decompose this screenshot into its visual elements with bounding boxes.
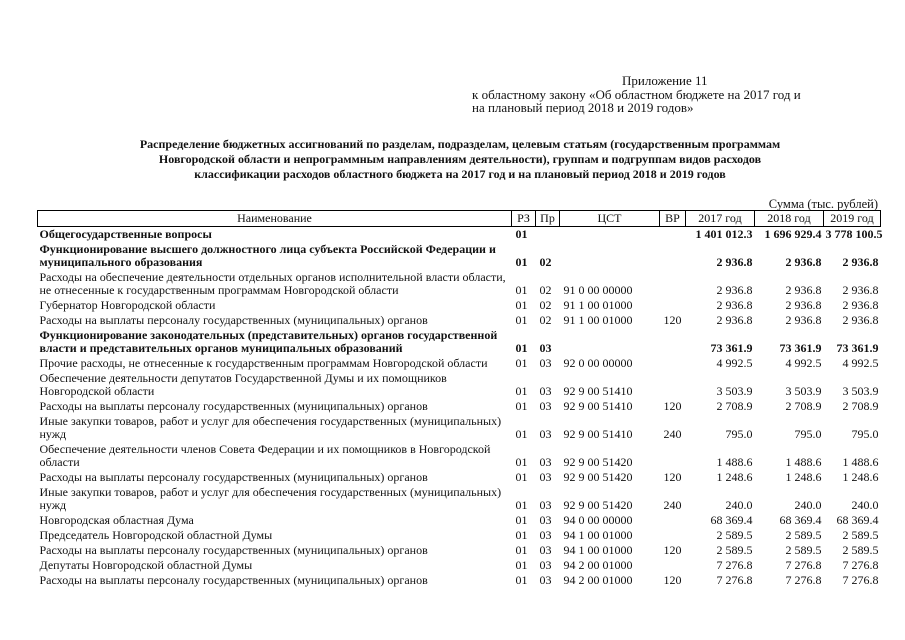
cell-2019: 2 936.8 bbox=[842, 283, 879, 297]
cell-2018: 7 276.8 bbox=[785, 573, 822, 587]
cell-vr: 120 bbox=[663, 573, 682, 587]
cell-name: Иные закупки товаров, работ и услуг для обеспечения государственных (муниципальных) нужд bbox=[39, 414, 502, 441]
cell-name: Расходы на выплаты персоналу государственных (муниципальных) органов bbox=[39, 313, 428, 327]
cell-2018: 4 992.5 bbox=[785, 356, 822, 370]
table-row bbox=[38, 313, 881, 328]
document-title-line-1: Распределение бюджетных ассигнований по разделам, подразделам, целевым статьям (государственным программам bbox=[139, 137, 781, 151]
cell-2017: 1 488.6 bbox=[716, 455, 753, 469]
appendix-line-1: к областному закону «Об областном бюджете на 2017 год и bbox=[472, 87, 801, 102]
cell-2017: 2 936.8 bbox=[716, 283, 753, 297]
cell-2019: 2 589.5 bbox=[842, 528, 879, 542]
cell-2017: 1 401 012.3 bbox=[686, 227, 755, 243]
cell-2018: 1 696 929.4 bbox=[755, 227, 824, 243]
cell-vr bbox=[660, 356, 686, 371]
cell-rz: 01 bbox=[515, 528, 528, 542]
cell-name: Иные закупки товаров, работ и услуг для обеспечения государственных (муниципальных) нужд bbox=[39, 485, 502, 512]
cell-2018: 795.0 bbox=[794, 427, 822, 441]
cell-vr bbox=[660, 227, 686, 243]
cell-cst: 94 0 00 00000 bbox=[563, 513, 633, 527]
cell-pr: 03 bbox=[539, 356, 552, 370]
cell-pr: 03 bbox=[539, 498, 552, 512]
cell-rz: 01 bbox=[515, 513, 528, 527]
appendix-line-2: на плановый период 2018 и 2019 годов» bbox=[472, 100, 694, 115]
cell-2018: 1 248.6 bbox=[785, 470, 822, 484]
cell-name: Общегосударственные вопросы bbox=[38, 227, 512, 243]
table-row bbox=[38, 371, 881, 399]
cell-name: Прочие расходы, не отнесенные к государственным программам Новгородской области bbox=[39, 356, 488, 370]
cell-vr bbox=[660, 328, 686, 356]
cell-name: Расходы на выплаты персоналу государственных (муниципальных) органов bbox=[39, 470, 428, 484]
cell-name: Губернатор Новгородской области bbox=[39, 298, 216, 312]
cell-vr bbox=[660, 442, 686, 470]
table-row bbox=[38, 543, 881, 558]
cell-2017: 68 369.4 bbox=[710, 513, 753, 527]
header-2019: 2019 год bbox=[824, 211, 881, 227]
cell-cst: 92 9 00 51420 bbox=[563, 455, 633, 469]
table-row bbox=[38, 298, 881, 313]
cell-2018: 2 589.5 bbox=[785, 543, 822, 557]
cell-name: Расходы на выплаты персоналу государственных (муниципальных) органов bbox=[39, 543, 428, 557]
header-2017: 2017 год bbox=[686, 211, 755, 227]
cell-pr: 02 bbox=[539, 298, 552, 312]
cell-2017: 795.0 bbox=[725, 427, 753, 441]
cell-2019: 2 708.9 bbox=[842, 399, 879, 413]
table-header-row bbox=[38, 211, 881, 227]
cell-2019: 68 369.4 bbox=[836, 513, 879, 527]
cell-2017: 3 503.9 bbox=[716, 384, 753, 398]
header-2018: 2018 год bbox=[755, 211, 824, 227]
cell-vr bbox=[660, 298, 686, 313]
cell-rz: 01 bbox=[515, 498, 528, 512]
cell-name: Председатель Новгородской областной Думы bbox=[39, 528, 273, 542]
table-body bbox=[38, 227, 881, 589]
cell-pr: 03 bbox=[539, 470, 552, 484]
cell-vr: 240 bbox=[663, 498, 682, 512]
cell-2017: 2 589.5 bbox=[716, 528, 753, 542]
header-vr: ВР bbox=[660, 211, 686, 227]
cell-2019: 795.0 bbox=[851, 427, 879, 441]
cell-cst: 94 2 00 01000 bbox=[563, 573, 633, 587]
cell-name: Расходы на выплаты персоналу государственных (муниципальных) органов bbox=[39, 573, 428, 587]
cell-vr: 120 bbox=[663, 543, 682, 557]
table-row bbox=[38, 414, 881, 442]
cell-2018: 7 276.8 bbox=[785, 558, 822, 572]
table-row bbox=[38, 399, 881, 414]
cell-pr: 02 bbox=[539, 255, 552, 269]
table-row bbox=[38, 485, 881, 513]
cell-2017: 7 276.8 bbox=[716, 573, 753, 587]
cell-2017: 1 248.6 bbox=[716, 470, 753, 484]
cell-cst: 92 9 00 51410 bbox=[563, 427, 633, 441]
cell-vr: 120 bbox=[663, 399, 682, 413]
cell-pr: 03 bbox=[539, 528, 552, 542]
cell-pr: 03 bbox=[539, 341, 552, 355]
cell-2019: 3 778 100.5 bbox=[825, 227, 883, 241]
cell-2018: 240.0 bbox=[794, 498, 822, 512]
cell-2017: 240.0 bbox=[725, 498, 753, 512]
cell-vr bbox=[660, 242, 686, 270]
budget-table bbox=[37, 210, 881, 588]
header-cst: ЦСТ bbox=[560, 211, 660, 227]
cell-2019: 2 936.8 bbox=[842, 298, 879, 312]
cell-cst: 92 9 00 51410 bbox=[563, 384, 633, 398]
cell-name: Функционирование высшего должностного лица субъекта Российской Федерации и муниципального образования bbox=[39, 242, 496, 269]
cell-pr bbox=[536, 227, 560, 243]
cell-cst: 92 0 00 00000 bbox=[563, 356, 633, 370]
cell-2017: 2 936.8 bbox=[716, 298, 753, 312]
table-row bbox=[38, 328, 881, 356]
cell-2018: 3 503.9 bbox=[785, 384, 822, 398]
table-row bbox=[38, 270, 881, 298]
cell-rz: 01 bbox=[515, 255, 528, 269]
cell-rz: 01 bbox=[515, 455, 528, 469]
cell-2018: 2 936.8 bbox=[785, 298, 822, 312]
cell-2018: 1 488.6 bbox=[785, 455, 822, 469]
header-name: Наименование bbox=[38, 211, 512, 227]
cell-pr: 03 bbox=[539, 384, 552, 398]
cell-vr bbox=[660, 371, 686, 399]
cell-2019: 3 503.9 bbox=[842, 384, 879, 398]
cell-cst: 92 9 00 51410 bbox=[563, 399, 633, 413]
cell-rz: 01 bbox=[515, 384, 528, 398]
cell-rz: 01 bbox=[515, 298, 528, 312]
cell-2017: 7 276.8 bbox=[716, 558, 753, 572]
cell-2017: 2 708.9 bbox=[716, 399, 753, 413]
cell-2017: 2 936.8 bbox=[716, 313, 753, 327]
cell-name: Депутаты Новгородской областной Думы bbox=[39, 558, 253, 572]
cell-rz: 01 bbox=[515, 283, 528, 297]
table-row bbox=[38, 528, 881, 543]
cell-name: Расходы на выплаты персоналу государственных (муниципальных) органов bbox=[39, 399, 428, 413]
header-pr: Пр bbox=[536, 211, 560, 227]
cell-pr: 03 bbox=[539, 399, 552, 413]
document-title-line-2: Новгородской области и непрограммным направлениям деятельности), группам и подгруппам видов расходов bbox=[158, 152, 762, 166]
cell-rz: 01 bbox=[515, 427, 528, 441]
cell-2017: 2 589.5 bbox=[716, 543, 753, 557]
cell-rz: 01 bbox=[515, 470, 528, 484]
table-row bbox=[38, 227, 881, 243]
cell-vr bbox=[660, 558, 686, 573]
cell-2017: 2 936.8 bbox=[716, 255, 753, 269]
cell-rz: 01 bbox=[515, 558, 528, 572]
cell-rz: 01 bbox=[512, 227, 536, 243]
document-title bbox=[40, 137, 880, 182]
cell-cst: 92 9 00 51420 bbox=[563, 470, 633, 484]
cell-2019: 7 276.8 bbox=[842, 558, 879, 572]
cell-cst bbox=[560, 242, 660, 270]
cell-pr: 03 bbox=[539, 543, 552, 557]
unit-note: Сумма (тыс. рублей) bbox=[768, 197, 878, 211]
cell-pr: 03 bbox=[539, 455, 552, 469]
cell-2018: 2 708.9 bbox=[785, 399, 822, 413]
cell-rz: 01 bbox=[515, 341, 528, 355]
cell-2018: 2 936.8 bbox=[785, 255, 822, 269]
cell-cst: 92 9 00 51420 bbox=[563, 498, 633, 512]
cell-2017: 4 992.5 bbox=[716, 356, 753, 370]
cell-2019: 73 361.9 bbox=[836, 341, 879, 355]
cell-vr bbox=[660, 270, 686, 298]
cell-vr bbox=[660, 513, 686, 528]
table-row bbox=[38, 356, 881, 371]
cell-cst bbox=[560, 328, 660, 356]
cell-pr: 03 bbox=[539, 513, 552, 527]
cell-2019: 7 276.8 bbox=[842, 573, 879, 587]
table-row bbox=[38, 442, 881, 470]
table-row bbox=[38, 513, 881, 528]
cell-2018: 2 936.8 bbox=[785, 313, 822, 327]
cell-2018: 68 369.4 bbox=[779, 513, 822, 527]
cell-2018: 73 361.9 bbox=[779, 341, 822, 355]
document-title-line-3: классификации расходов областного бюджета на 2017 год и на плановый период 2018 и 2019 годов bbox=[194, 167, 726, 181]
cell-pr: 02 bbox=[539, 313, 552, 327]
cell-cst bbox=[560, 227, 660, 243]
cell-cst: 94 1 00 01000 bbox=[563, 543, 633, 557]
cell-rz: 01 bbox=[515, 313, 528, 327]
cell-vr: 240 bbox=[663, 427, 682, 441]
cell-name: Новгородская областная Дума bbox=[39, 513, 194, 527]
cell-name: Расходы на обеспечение деятельности отдельных органов исполнительной власти области, не отнесенные к государственным программам Новгородской области bbox=[39, 270, 506, 297]
table-row bbox=[38, 470, 881, 485]
cell-cst: 91 1 00 01000 bbox=[563, 298, 633, 312]
header-rz: РЗ bbox=[512, 211, 536, 227]
cell-2019: 4 992.5 bbox=[842, 356, 879, 370]
cell-2018: 2 589.5 bbox=[785, 528, 822, 542]
cell-2019: 2 589.5 bbox=[842, 543, 879, 557]
cell-rz: 01 bbox=[515, 356, 528, 370]
appendix-title: Приложение 11 bbox=[622, 73, 708, 88]
cell-name: Функционирование законодательных (представительных) органов государственной власти и представительных органов муниципальных образований bbox=[39, 328, 498, 355]
cell-2019: 1 488.6 bbox=[842, 455, 879, 469]
cell-2018: 2 936.8 bbox=[785, 283, 822, 297]
cell-rz: 01 bbox=[515, 543, 528, 557]
cell-cst: 94 1 00 01000 bbox=[563, 528, 633, 542]
cell-name: Обеспечение деятельности членов Совета Федерации и их помощников в Новгородской области bbox=[39, 442, 491, 469]
table-row bbox=[38, 558, 881, 573]
cell-cst: 91 1 00 01000 bbox=[563, 313, 633, 327]
cell-vr: 120 bbox=[663, 313, 682, 327]
cell-pr: 03 bbox=[539, 573, 552, 587]
cell-pr: 03 bbox=[539, 558, 552, 572]
cell-rz: 01 bbox=[515, 573, 528, 587]
cell-pr: 02 bbox=[539, 283, 552, 297]
cell-rz: 01 bbox=[515, 399, 528, 413]
table-row bbox=[38, 242, 881, 270]
table-row bbox=[38, 573, 881, 588]
cell-2019: 2 936.8 bbox=[842, 313, 879, 327]
cell-2019: 2 936.8 bbox=[842, 255, 879, 269]
cell-vr: 120 bbox=[663, 470, 682, 484]
cell-cst: 91 0 00 00000 bbox=[563, 283, 633, 297]
cell-vr bbox=[660, 528, 686, 543]
cell-cst: 94 2 00 01000 bbox=[563, 558, 633, 572]
cell-2019: 240.0 bbox=[851, 498, 879, 512]
cell-name: Обеспечение деятельности депутатов Государственной Думы и их помощников Новгородской области bbox=[39, 371, 447, 398]
cell-2017: 73 361.9 bbox=[710, 341, 753, 355]
cell-pr: 03 bbox=[539, 427, 552, 441]
cell-2019: 1 248.6 bbox=[842, 470, 879, 484]
